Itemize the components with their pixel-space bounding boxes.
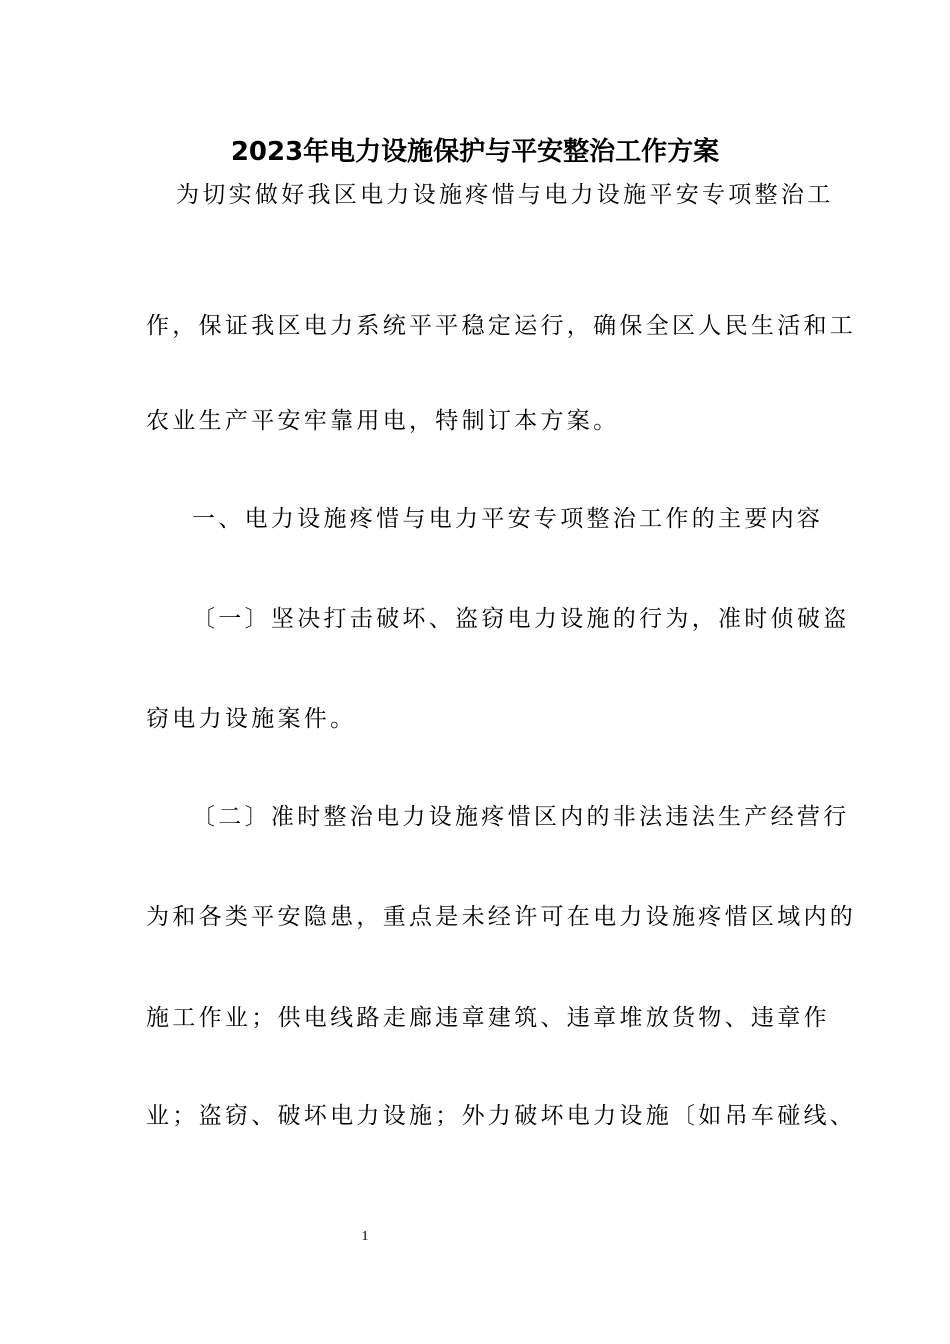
- page-number: 1: [361, 1229, 369, 1244]
- paragraph-line: 为切实做好我区电力设施疼惜与电力设施平安专项整治工: [176, 182, 834, 208]
- paragraph-line: 作，保证我区电力系统平平稳定运行，确保全区人民生活和工: [146, 313, 857, 339]
- paragraph-line: 〔一〕坚决打击破坏、盗窃电力设施的行为，准时侦破盗: [192, 606, 850, 632]
- document-title: 2023年电力设施保护与平安整治工作方案: [230, 137, 720, 167]
- paragraph-line: 窃电力设施案件。: [146, 706, 357, 732]
- paragraph-line: 为和各类平安隐患，重点是未经许可在电力设施疼惜区域内的: [146, 904, 857, 930]
- paragraph-line: 农业生产平安牢靠用电，特制订本方案。: [146, 408, 620, 434]
- paragraph-line: 施工作业；供电线路走廊违章建筑、违章堆放货物、违章作: [146, 1005, 830, 1031]
- paragraph-line: 业；盗窃、破坏电力设施；外力破坏电力设施〔如吊车碰线、: [146, 1103, 857, 1129]
- paragraph-line: 〔二〕准时整治电力设施疼惜区内的非法违法生产经营行: [192, 804, 850, 830]
- section-heading: 一、电力设施疼惜与电力平安专项整治工作的主要内容: [192, 506, 824, 532]
